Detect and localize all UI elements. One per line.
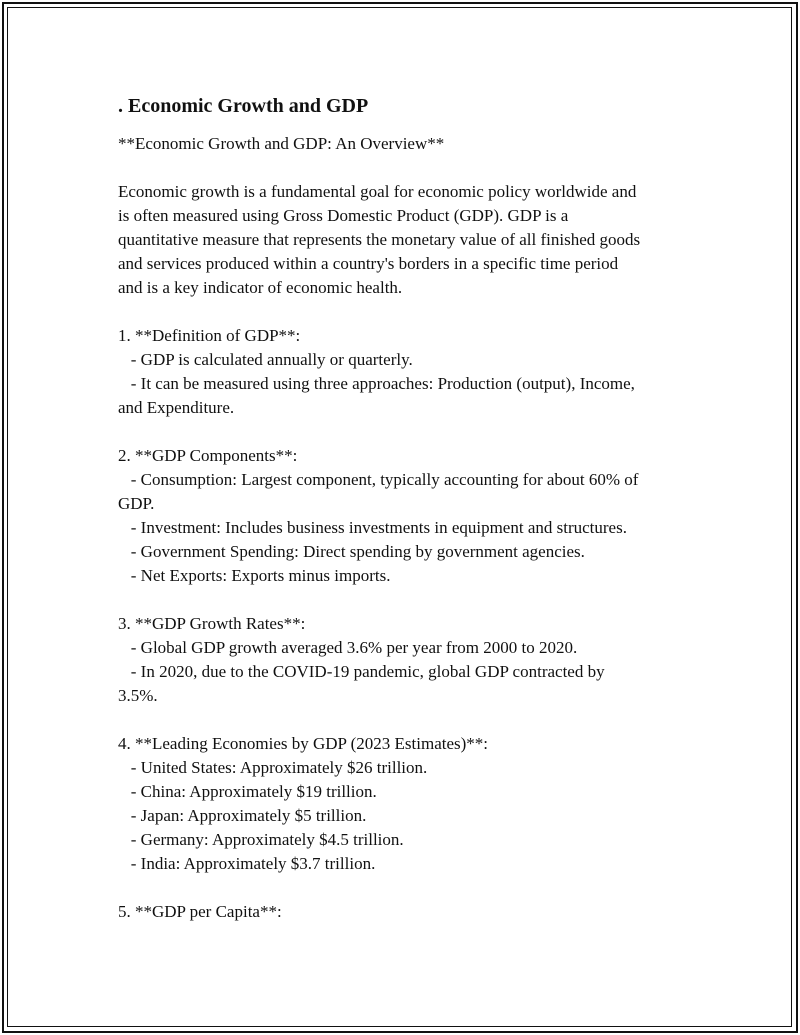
section-line: - India: Approximately $3.7 trillion.: [118, 854, 376, 873]
section-line: - China: Approximately $19 trillion.: [118, 782, 377, 801]
section-heading: 2. **GDP Components**:: [118, 446, 298, 465]
section-line: - Consumption: Largest component, typically accounting for about 60% of: [118, 470, 639, 489]
intro-line: is often measured using Gross Domestic Product (GDP). GDP is a: [118, 206, 569, 225]
spacer: [118, 708, 688, 732]
spacer: [118, 420, 688, 444]
section-line: - United States: Approximately $26 trillion.: [118, 758, 428, 777]
spacer: [118, 588, 688, 612]
document-body: [118, 93, 688, 924]
section-line: - Germany: Approximately $4.5 trillion.: [118, 830, 404, 849]
section-heading: 3. **GDP Growth Rates**:: [118, 614, 306, 633]
section-line: - Net Exports: Exports minus imports.: [118, 566, 391, 585]
document-title: . Economic Growth and GDP: [118, 95, 369, 117]
section-line: - Government Spending: Direct spending by government agencies.: [118, 542, 585, 561]
spacer: [118, 156, 688, 180]
section-line: - It can be measured using three approaches: Production (output), Income,: [118, 374, 635, 393]
section-heading: 4. **Leading Economies by GDP (2023 Estimates)**:: [118, 734, 489, 753]
intro-line: quantitative measure that represents the monetary value of all finished goods: [118, 230, 641, 249]
spacer: [118, 300, 688, 324]
section-line: 3.5%.: [118, 686, 158, 705]
intro-paragraph: [118, 180, 688, 300]
section-line: GDP.: [118, 494, 155, 513]
section-heading: 1. **Definition of GDP**:: [118, 326, 301, 345]
section-heading: 5. **GDP per Capita**:: [118, 902, 282, 921]
section-definition: [118, 324, 688, 420]
section-line: - In 2020, due to the COVID-19 pandemic, global GDP contracted by: [118, 662, 605, 681]
section-leading-economies: [118, 732, 688, 876]
section-growth-rates: [118, 612, 688, 708]
section-line: - Investment: Includes business investments in equipment and structures.: [118, 518, 627, 537]
section-line: - Japan: Approximately $5 trillion.: [118, 806, 367, 825]
document-subtitle: **Economic Growth and GDP: An Overview**: [118, 134, 445, 153]
section-components: [118, 444, 688, 588]
spacer: [118, 876, 688, 900]
intro-line: and is a key indicator of economic health.: [118, 278, 403, 297]
intro-line: Economic growth is a fundamental goal for economic policy worldwide and: [118, 182, 637, 201]
section-line: and Expenditure.: [118, 398, 235, 417]
section-line: - Global GDP growth averaged 3.6% per year from 2000 to 2020.: [118, 638, 578, 657]
intro-line: and services produced within a country's borders in a specific time period: [118, 254, 619, 273]
section-line: - GDP is calculated annually or quarterly.: [118, 350, 413, 369]
section-per-capita: [118, 900, 688, 924]
